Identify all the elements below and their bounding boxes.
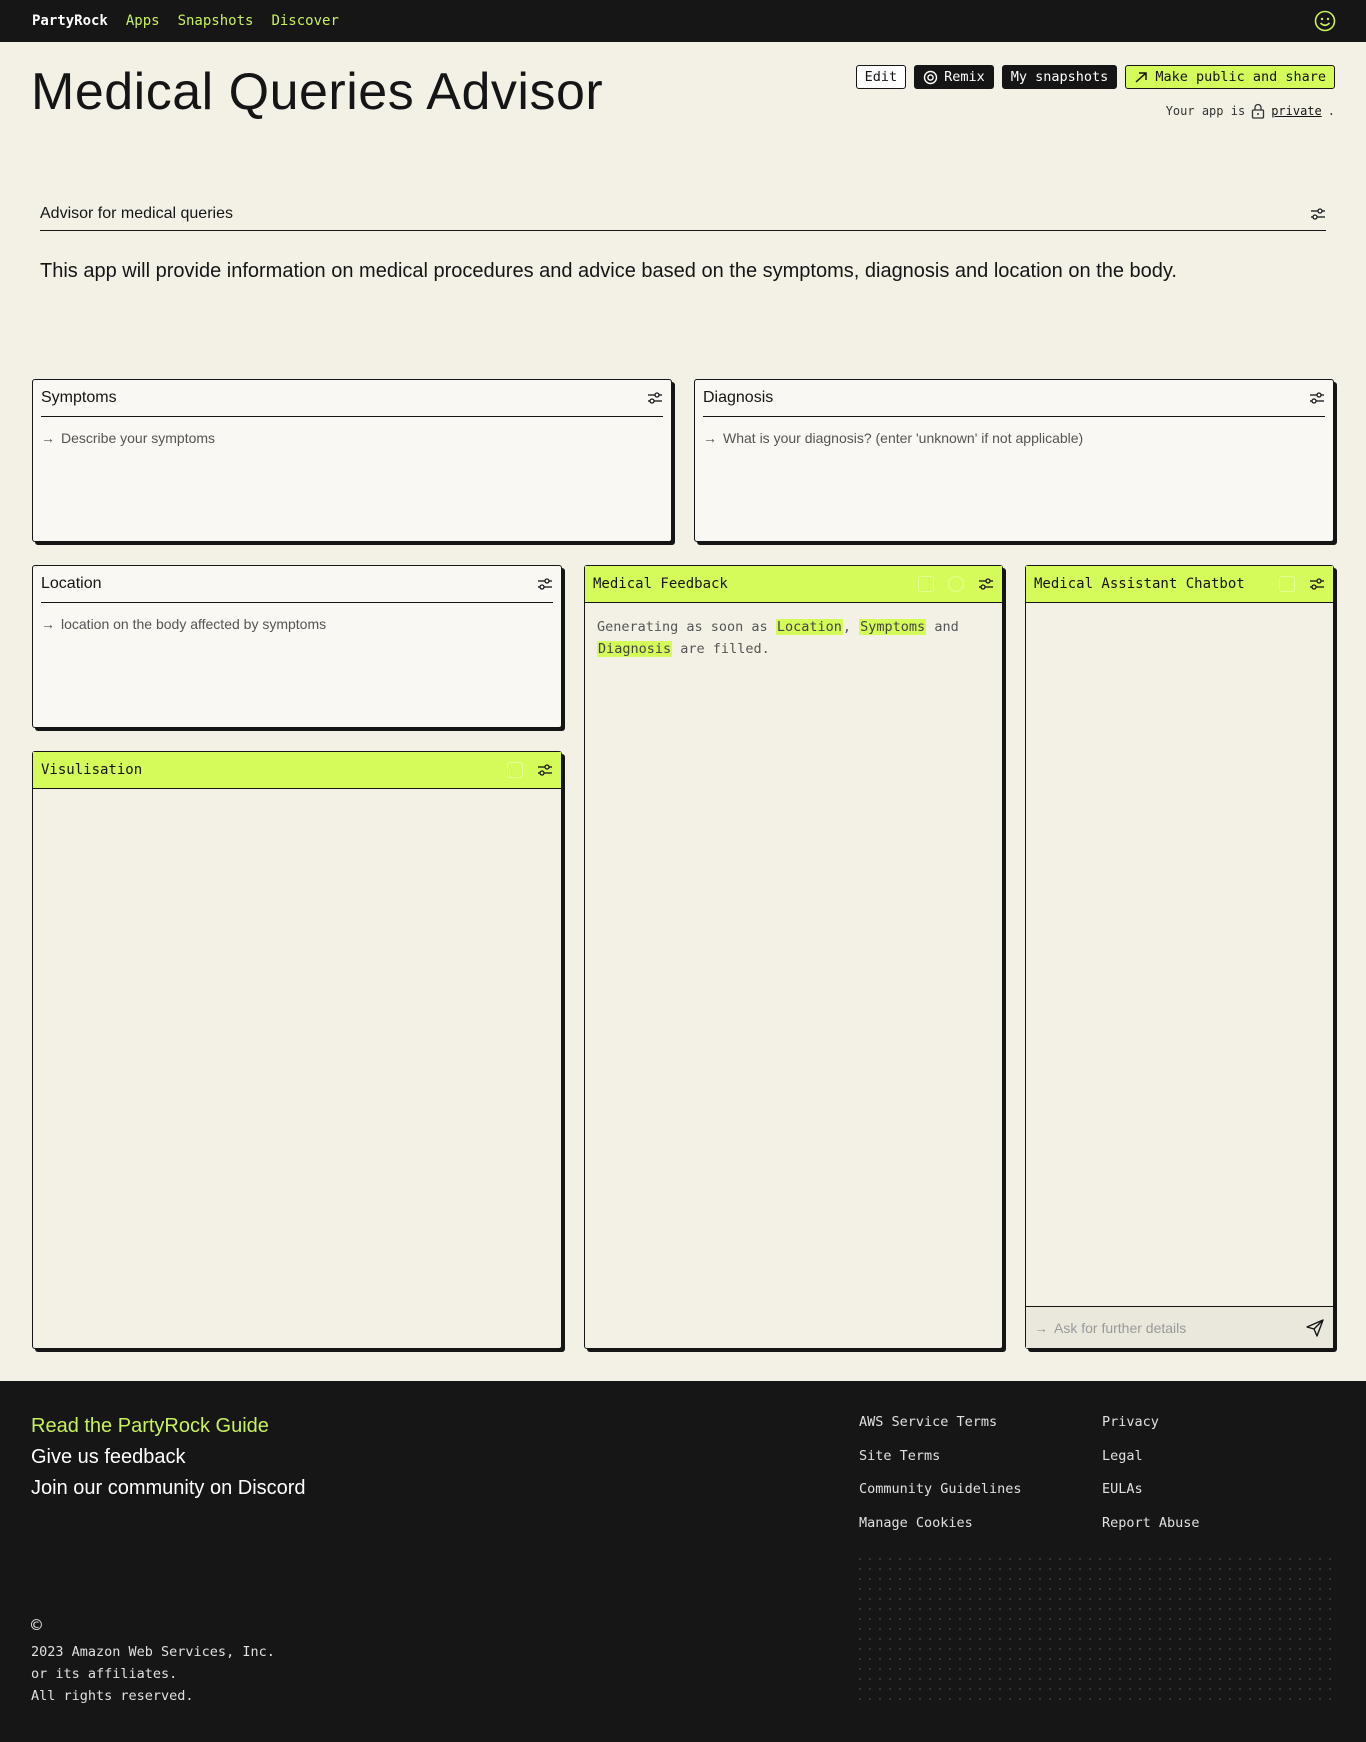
brand-logo[interactable]: PartyRock <box>32 13 108 29</box>
feedback-link[interactable]: Give us feedback <box>31 1446 186 1468</box>
top-nav <box>0 0 1366 42</box>
decorative-dot-grid <box>858 1557 1333 1707</box>
description-title: Advisor for medical queries <box>40 205 233 222</box>
location-placeholder: location on the body affected by symptoms <box>61 616 327 632</box>
arrow-right-icon: → <box>41 616 55 632</box>
remix-button[interactable] <box>914 65 994 89</box>
settings-sliders-icon[interactable] <box>537 577 553 591</box>
ref-diagnosis: Diagnosis <box>598 641 672 657</box>
copy-icon[interactable] <box>1279 576 1295 592</box>
privacy-link[interactable]: private <box>1271 104 1322 118</box>
footer <box>0 1381 1366 1742</box>
ref-location: Location <box>776 619 842 635</box>
share-label: Make public and share <box>1155 69 1326 85</box>
feedback-title: Medical Feedback <box>593 576 728 592</box>
location-input[interactable] <box>41 616 553 632</box>
settings-sliders-icon[interactable] <box>1310 207 1326 221</box>
arrow-right-icon: → <box>703 430 717 446</box>
nav-snapshots[interactable]: Snapshots <box>177 13 254 29</box>
my-snapshots-button[interactable] <box>1002 65 1118 89</box>
location-title: Location <box>41 575 102 592</box>
nav-apps[interactable]: Apps <box>125 13 160 29</box>
page-title: Medical Queries Advisor <box>31 63 604 121</box>
chatbot-widget <box>1025 565 1334 1349</box>
gen-prefix: Generating as soon as <box>597 619 768 635</box>
description-text: This app will provide information on medical procedures and advice based on the symptoms, diagnosis and location on the body. <box>40 260 1177 282</box>
privacy-link[interactable]: Privacy <box>1102 1414 1159 1430</box>
symptoms-header <box>41 380 663 417</box>
arrow-right-icon: → <box>1034 1319 1048 1336</box>
symptoms-placeholder: Describe your symptoms <box>61 430 216 446</box>
feedback-status <box>597 616 990 660</box>
copyright-line: or its affiliates. <box>31 1666 178 1682</box>
chat-input-field[interactable] <box>1034 1320 1186 1336</box>
make-public-button[interactable] <box>1125 65 1335 89</box>
report-abuse-link[interactable]: Report Abuse <box>1102 1515 1200 1531</box>
legal-link[interactable]: Legal <box>1102 1448 1143 1464</box>
diagnosis-header <box>703 380 1325 417</box>
remix-label: Remix <box>944 69 985 85</box>
ref-and: and <box>934 619 959 635</box>
diagnosis-widget <box>694 379 1334 542</box>
gen-suffix: are filled. <box>680 641 770 657</box>
chatbot-header <box>1026 566 1333 603</box>
ref-symptoms: Symptoms <box>860 619 926 635</box>
discord-link[interactable]: Join our community on Discord <box>31 1477 306 1499</box>
diagnosis-title: Diagnosis <box>703 389 774 406</box>
chatbot-title: Medical Assistant Chatbot <box>1034 576 1245 592</box>
ref-separator: , <box>842 619 851 635</box>
chat-input[interactable] <box>1026 1306 1333 1348</box>
symptoms-input[interactable] <box>41 430 663 446</box>
copyright <box>31 1615 275 1707</box>
description-header <box>40 198 1326 231</box>
copyright-symbol: © <box>31 1615 42 1636</box>
copyright-line: 2023 Amazon Web Services, Inc. <box>31 1644 275 1660</box>
diagnosis-placeholder: What is your diagnosis? (enter 'unknown' if not applicable) <box>723 430 1084 446</box>
settings-sliders-icon[interactable] <box>1309 391 1325 405</box>
send-icon[interactable] <box>1305 1318 1325 1338</box>
visualisation-title: Visulisation <box>41 762 143 778</box>
symptoms-widget <box>32 379 672 542</box>
header-actions <box>856 65 1335 89</box>
privacy-prefix: Your app is <box>1165 104 1246 118</box>
symptoms-title: Symptoms <box>41 389 117 406</box>
copy-icon[interactable] <box>507 762 523 778</box>
remix-icon <box>923 70 938 85</box>
copyright-line: All rights reserved. <box>31 1688 194 1704</box>
location-widget <box>32 565 562 728</box>
lock-icon <box>1251 103 1265 119</box>
guide-link[interactable]: Read the PartyRock Guide <box>31 1415 269 1437</box>
feedback-header <box>585 566 1002 603</box>
eulas-link[interactable]: EULAs <box>1102 1481 1143 1497</box>
location-header <box>41 566 553 603</box>
diagnosis-input[interactable] <box>703 430 1325 446</box>
aws-terms-link[interactable]: AWS Service Terms <box>859 1414 998 1430</box>
visualisation-header <box>33 752 561 789</box>
user-avatar-icon[interactable] <box>1314 10 1336 32</box>
medical-feedback-widget <box>584 565 1003 1349</box>
edit-button[interactable] <box>856 65 907 89</box>
community-guidelines-link[interactable]: Community Guidelines <box>859 1481 1022 1497</box>
settings-sliders-icon[interactable] <box>647 391 663 405</box>
settings-sliders-icon[interactable] <box>978 577 994 591</box>
manage-cookies-link[interactable]: Manage Cookies <box>859 1515 973 1531</box>
nav-discover[interactable]: Discover <box>271 13 339 29</box>
site-terms-link[interactable]: Site Terms <box>859 1448 941 1464</box>
arrow-right-icon <box>1134 71 1149 84</box>
privacy-status <box>1166 103 1335 119</box>
arrow-right-icon: → <box>41 430 55 446</box>
snapshots-label: My snapshots <box>1010 69 1109 85</box>
privacy-suffix: . <box>1327 104 1335 118</box>
visualisation-widget <box>32 751 562 1349</box>
copy-icon[interactable] <box>918 576 934 592</box>
refresh-icon[interactable] <box>948 576 964 592</box>
edit-label: Edit <box>864 69 898 85</box>
settings-sliders-icon[interactable] <box>1309 577 1325 591</box>
chat-placeholder: Ask for further details <box>1054 1319 1187 1336</box>
settings-sliders-icon[interactable] <box>537 763 553 777</box>
